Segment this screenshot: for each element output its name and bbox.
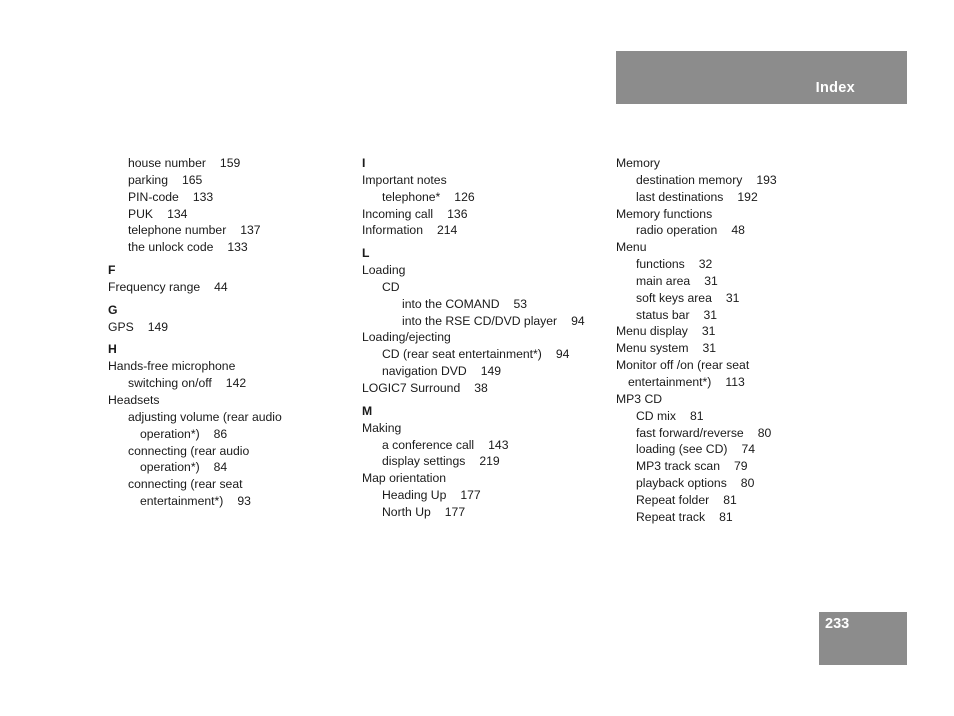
index-entry-page[interactable]: 137 bbox=[240, 223, 261, 238]
index-entry-page[interactable]: 81 bbox=[719, 509, 733, 524]
index-entry-page[interactable]: 142 bbox=[225, 376, 247, 391]
page-number: 233 bbox=[825, 616, 850, 632]
index-entry bbox=[616, 239, 777, 256]
index-entry-term: Memory functions bbox=[616, 206, 713, 221]
index-entry bbox=[616, 408, 777, 425]
index-entry bbox=[108, 392, 282, 409]
index-entry bbox=[362, 329, 585, 346]
index-entry-term: house number bbox=[128, 156, 206, 170]
index-entry-page[interactable]: 113 bbox=[725, 374, 745, 389]
index-entry-page[interactable]: 84 bbox=[213, 460, 228, 475]
index-entry-term: Menu bbox=[616, 240, 647, 255]
index-entry-page[interactable]: 94 bbox=[555, 347, 570, 362]
index-entry bbox=[616, 222, 777, 239]
index-entry bbox=[108, 443, 282, 460]
index-letter-heading: I bbox=[362, 156, 366, 170]
index-entry bbox=[362, 206, 585, 223]
index-entry bbox=[616, 172, 777, 189]
index-entry bbox=[108, 172, 282, 189]
index-column-2 bbox=[362, 155, 585, 521]
index-entry-page[interactable]: 94 bbox=[571, 313, 585, 328]
index-entry bbox=[616, 475, 777, 492]
index-entry-page[interactable]: 133 bbox=[192, 189, 214, 204]
index-entry-page[interactable]: 219 bbox=[479, 454, 500, 469]
index-entry bbox=[616, 273, 777, 290]
index-entry-page[interactable]: 86 bbox=[213, 426, 228, 441]
index-entry-term: the unlock code bbox=[128, 240, 214, 255]
index-entry-term: entertainment*) bbox=[140, 494, 224, 509]
index-entry bbox=[362, 437, 585, 454]
index-entry-term: Monitor off /on (rear seat bbox=[616, 358, 750, 373]
index-entry bbox=[616, 307, 777, 324]
index-entry-term: fast forward/reverse bbox=[636, 425, 744, 440]
index-entry-page[interactable]: 192 bbox=[737, 189, 758, 204]
index-entry-page[interactable]: 48 bbox=[731, 223, 745, 238]
index-entry-term: MP3 CD bbox=[616, 391, 663, 406]
index-entry bbox=[616, 357, 777, 374]
index-entry-term: CD (rear seat entertainment*) bbox=[382, 347, 542, 362]
index-entry bbox=[616, 509, 777, 526]
index-entry bbox=[108, 409, 282, 426]
index-entry-term: playback options bbox=[636, 476, 727, 491]
index-entry bbox=[616, 155, 777, 172]
index-entry-term: Heading Up bbox=[382, 488, 447, 503]
index-entry-term: MP3 track scan bbox=[636, 459, 720, 474]
index-entry-page[interactable]: 134 bbox=[167, 206, 188, 221]
index-letter-heading: G bbox=[108, 302, 118, 317]
index-column-1 bbox=[108, 155, 282, 510]
index-entry bbox=[362, 453, 585, 470]
index-entry-term: soft keys area bbox=[636, 290, 712, 305]
index-entry-term: destination memory bbox=[636, 172, 743, 187]
index-entry-term: Making bbox=[362, 420, 402, 435]
index-entry-term: Memory bbox=[616, 156, 661, 170]
index-entry-page[interactable]: 193 bbox=[756, 172, 777, 187]
index-entry-term: functions bbox=[636, 257, 685, 272]
index-entry-page[interactable]: 31 bbox=[702, 341, 717, 356]
index-entry-term: navigation DVD bbox=[382, 364, 467, 379]
index-entry-term: main area bbox=[636, 273, 691, 288]
index-entry bbox=[108, 358, 282, 375]
index-entry-term: Menu display bbox=[616, 324, 688, 339]
index-entry-term: status bar bbox=[636, 307, 690, 322]
section-header-tab bbox=[616, 51, 907, 104]
index-entry bbox=[616, 340, 777, 357]
index-entry-page[interactable]: 214 bbox=[436, 223, 458, 238]
index-entry-page[interactable]: 74 bbox=[741, 442, 756, 457]
index-entry-term: Headsets bbox=[108, 392, 160, 407]
index-entry bbox=[362, 420, 585, 437]
index-entry bbox=[616, 458, 777, 475]
index-entry bbox=[362, 504, 585, 521]
index-entry-page[interactable]: 31 bbox=[725, 290, 740, 305]
index-entry-term: into the RSE CD/DVD player bbox=[402, 313, 558, 328]
index-entry bbox=[616, 256, 777, 273]
index-entry-term: display settings bbox=[382, 454, 466, 469]
index-entry-page[interactable]: 81 bbox=[689, 408, 704, 423]
index-entry bbox=[616, 290, 777, 307]
index-entry-term: loading (see CD) bbox=[636, 442, 728, 457]
index-entry-term: radio operation bbox=[636, 223, 718, 238]
index-entry-term: Important notes bbox=[362, 172, 447, 187]
index-letter-heading: L bbox=[362, 246, 370, 261]
index-entry-term: a conference call bbox=[382, 437, 475, 452]
index-entry bbox=[362, 380, 585, 397]
index-entry-term: telephone number bbox=[128, 223, 227, 238]
index-letter-heading: M bbox=[362, 403, 373, 418]
index-entry bbox=[108, 206, 282, 223]
index-entry-term: adjusting volume (rear audio bbox=[128, 409, 282, 424]
index-entry bbox=[362, 487, 585, 504]
index-entry-page[interactable]: 126 bbox=[454, 189, 475, 204]
index-entry bbox=[362, 262, 585, 279]
index-entry-term: North Up bbox=[382, 504, 431, 519]
index-entry bbox=[108, 375, 282, 392]
index-entry-term: last destinations bbox=[636, 189, 724, 204]
index-entry-page[interactable]: 80 bbox=[740, 476, 755, 491]
index-letter-heading: F bbox=[108, 263, 116, 278]
index-entry-term: Menu system bbox=[616, 341, 689, 356]
index-entry-term: operation*) bbox=[140, 460, 200, 475]
index-entry bbox=[108, 239, 282, 256]
index-entry-page[interactable]: 133 bbox=[227, 240, 248, 255]
index-entry bbox=[616, 492, 777, 509]
index-entry bbox=[362, 470, 585, 487]
index-entry bbox=[616, 189, 777, 206]
index-entry-term: Map orientation bbox=[362, 471, 447, 486]
index-entry bbox=[616, 441, 777, 458]
index-entry-term: telephone* bbox=[382, 189, 441, 204]
index-entry-page[interactable]: 81 bbox=[723, 492, 737, 507]
index-entry-page[interactable]: 177 bbox=[444, 504, 466, 519]
index-entry-page[interactable]: 32 bbox=[698, 257, 713, 272]
index-entry-page[interactable]: 31 bbox=[703, 307, 718, 322]
index-entry bbox=[362, 222, 585, 239]
index-entry-term: into the COMAND bbox=[402, 296, 500, 311]
index-entry-page[interactable]: 159 bbox=[219, 156, 241, 170]
index-entry bbox=[616, 391, 777, 408]
index-entry-term: CD mix bbox=[636, 408, 676, 423]
index-entry-page[interactable]: 93 bbox=[237, 494, 251, 509]
index-entry-term: LOGIC7 Surround bbox=[362, 380, 461, 395]
index-entry-page[interactable]: 149 bbox=[147, 319, 169, 334]
index-entry-term: entertainment*) bbox=[628, 374, 712, 389]
index-entry-term: Incoming call bbox=[362, 206, 434, 221]
index-entry-term: Information bbox=[362, 223, 423, 238]
index-entry-page[interactable]: 53 bbox=[513, 296, 528, 311]
index-entry-page[interactable]: 31 bbox=[704, 273, 718, 288]
index-entry bbox=[362, 346, 585, 363]
index-entry-term: Loading bbox=[362, 263, 406, 278]
index-entry bbox=[108, 279, 282, 296]
index-entry-page[interactable]: 38 bbox=[474, 380, 488, 395]
index-entry bbox=[362, 189, 585, 206]
index-entry-term: Loading/ejecting bbox=[362, 330, 451, 345]
index-entry-term: Repeat track bbox=[636, 509, 706, 524]
index-entry-term: Repeat folder bbox=[636, 492, 710, 507]
index-entry bbox=[616, 425, 777, 442]
index-entry bbox=[362, 279, 585, 296]
index-entry bbox=[108, 222, 282, 239]
index-entry-term: Frequency range bbox=[108, 279, 201, 294]
index-entry bbox=[616, 323, 777, 340]
index-entry bbox=[108, 426, 282, 443]
page-number-tab bbox=[819, 612, 907, 665]
index-entry-page[interactable]: 31 bbox=[701, 324, 716, 339]
index-entry bbox=[362, 363, 585, 380]
index-entry bbox=[616, 374, 777, 391]
index-entry-page[interactable]: 136 bbox=[447, 206, 468, 221]
index-entry-page[interactable]: 143 bbox=[488, 437, 509, 452]
index-entry-term: Hands-free microphone bbox=[108, 359, 236, 374]
index-letter-heading: H bbox=[108, 342, 117, 357]
index-entry bbox=[362, 296, 585, 313]
index-entry bbox=[108, 319, 282, 336]
index-entry-term: PUK bbox=[128, 206, 154, 221]
index-entry-term: connecting (rear audio bbox=[128, 443, 250, 458]
index-entry bbox=[108, 476, 282, 493]
index-entry-term: switching on/off bbox=[128, 376, 212, 391]
index-entry-term: connecting (rear seat bbox=[128, 477, 243, 492]
index-entry-term: PIN-code bbox=[128, 189, 179, 204]
index-entry bbox=[362, 313, 585, 330]
index-entry-page[interactable]: 177 bbox=[460, 488, 481, 503]
index-entry bbox=[616, 206, 777, 223]
index-entry-page[interactable]: 44 bbox=[214, 279, 228, 294]
section-title: Index bbox=[815, 80, 855, 96]
index-column-3 bbox=[616, 155, 777, 526]
index-entry-term: operation*) bbox=[140, 426, 200, 441]
index-entry bbox=[108, 189, 282, 206]
index-entry-page[interactable]: 80 bbox=[757, 425, 772, 440]
index-entry-page[interactable]: 165 bbox=[181, 172, 203, 187]
index-entry bbox=[108, 459, 282, 476]
index-entry-term: parking bbox=[128, 172, 168, 187]
index-entry bbox=[108, 493, 282, 510]
index-entry-page[interactable]: 149 bbox=[480, 364, 502, 379]
index-entry-term: GPS bbox=[108, 319, 134, 334]
index-entry bbox=[108, 155, 282, 172]
index-entry bbox=[362, 172, 585, 189]
index-entry-term: CD bbox=[382, 279, 400, 294]
index-entry-page[interactable]: 79 bbox=[734, 459, 748, 474]
